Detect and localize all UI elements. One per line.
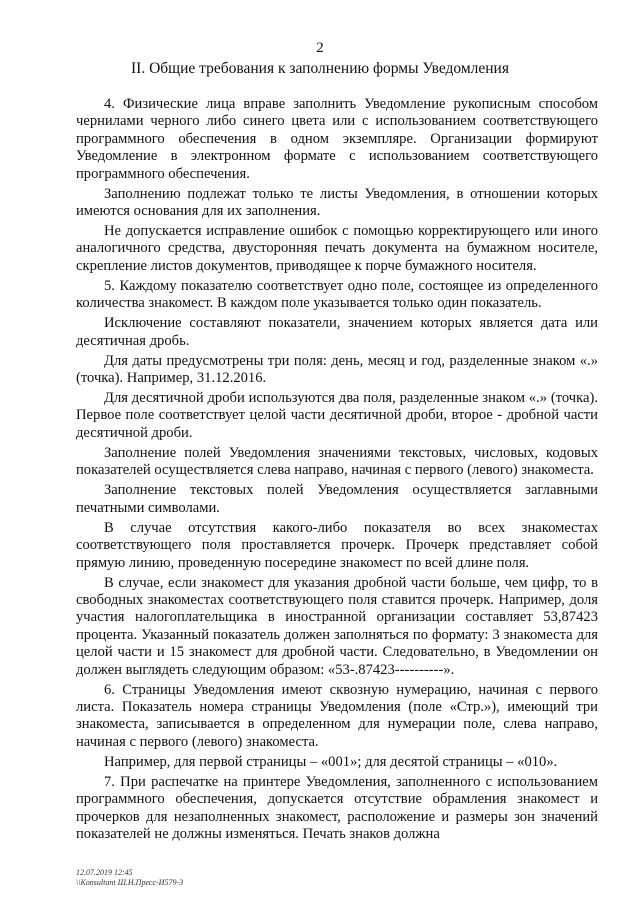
footer-file-path: \\Konsultant Ш.Н.Пресс-И579-3 bbox=[76, 878, 184, 887]
paragraph: Заполнение текстовых полей Уведомления осуществляется заглавными печатными символами. bbox=[76, 482, 598, 516]
paragraph: 5. Каждому показателю соответствует одно поле, состоящее из определенного количества знакомест. В каждом поле указывается только один показатель. bbox=[76, 277, 598, 312]
paragraph: Заполнению подлежат только те листы Уведомления, в отношении которых имеются основания для их заполнения. bbox=[76, 185, 598, 220]
paragraph: Исключение составляют показатели, значением которых является дата или десятичная дробь. bbox=[76, 315, 598, 349]
footer-timestamp: 12.07.2019 12:45 bbox=[76, 868, 133, 877]
paragraph: 6. Страницы Уведомления имеют сквозную нумерацию, начиная с первого листа. Показатель номера страницы Уведомления (поле «Стр.»), имеющий три знакоместа, записывается в определенном для нумерации поле, слева направо, начиная с первого (левого) знакоместа. bbox=[76, 681, 598, 750]
paragraph: 7. При распечатке на принтере Уведомления, заполненного с использованием программного обеспечения, допускается отсутствие обрамления знакомест и прочерков для незаполненных знакомест, расположение и размеры зон значений показателей не должны изменяться. Печать знаков должна bbox=[76, 773, 598, 842]
paragraph: В случае отсутствия какого-либо показателя во всех знакоместах соответствующего поля проставляется прочерк. Прочерк представляет собой прямую линию, проведенную посередине знакомест по всей длине поля. bbox=[76, 519, 598, 571]
paragraph: 4. Физические лица вправе заполнить Уведомление рукописным способом чернилами черного либо синего цвета или с использованием соответствующего программного обеспечения в одном экземпляре. Организации формируют Уведомление в электронном формате с использованием соответствующего программного обеспечения. bbox=[76, 96, 598, 182]
paragraph: Для даты предусмотрены три поля: день, месяц и год, разделенные знаком «.» (точка). Например, 31.12.2016. bbox=[76, 352, 598, 387]
paragraph: Не допускается исправление ошибок с помощью корректирующего или иного аналогичного средства, двусторонняя печать документа на бумажном носителе, скрепление листов документов, приводящее к порче бумажного носителя. bbox=[76, 223, 598, 274]
paragraph: Например, для первой страницы – «001»; для десятой страницы – «010». bbox=[104, 753, 558, 770]
print-footer bbox=[76, 868, 183, 888]
document-body bbox=[76, 96, 598, 846]
section-title: II. Общие требования к заполнению формы Уведомления bbox=[131, 60, 509, 77]
paragraph: Для десятичной дроби используются два поля, разделенные знаком «.» (точка). Первое поле соответствует целой части десятичной дроби, второе - дробной части десятичной дроби. bbox=[76, 390, 598, 441]
paragraph: В случае, если знакомест для указания дробной части больше, чем цифр, то в свободных знакоместах соответствующего поля ставится прочерк. Например, доля участия налогоплательщика в иностранной организации составляет 53,87423 процента. Указанный показатель должен заполняться по формату: 3 знакоместа для целой части и 15 знакомест для дробной части. Следовательно, в Уведомлении он должен выглядеть следующим образом: «53-.87423----------». bbox=[76, 574, 598, 678]
paragraph: Заполнение полей Уведомления значениями текстовых, числовых, кодовых показателей осуществляется слева направо, начиная с первого (левого) знакоместа. bbox=[76, 444, 598, 479]
page-number: 2 bbox=[316, 40, 324, 56]
